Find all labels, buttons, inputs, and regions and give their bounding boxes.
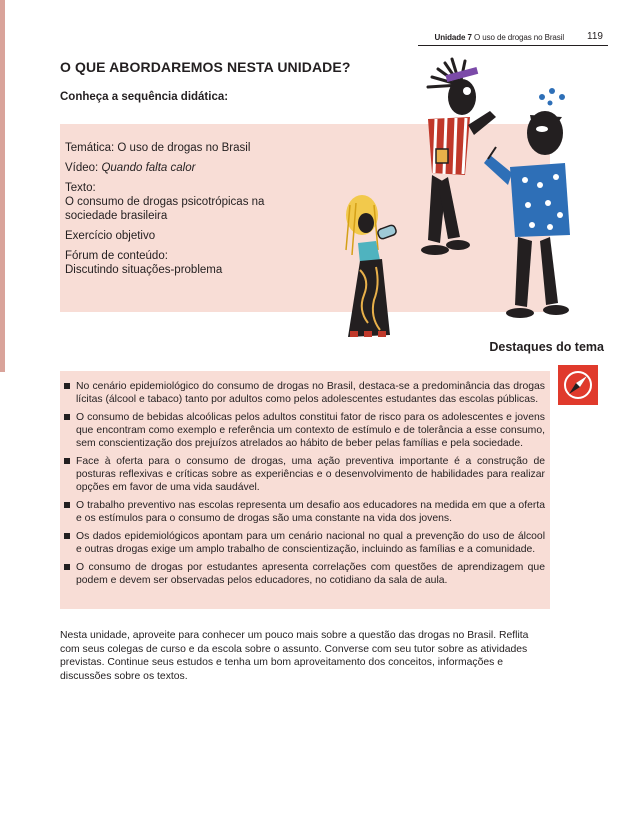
header-rule [418, 45, 608, 46]
sequence-texto [65, 181, 315, 223]
figure-woman [346, 195, 397, 337]
list-item: Face à oferta para o consumo de drogas, uma ação preventiva importante é a construção de posturas reflexivas e críticas sobre as experiências e o desenvolvimento de habilidades para realizar opções em favor de uma vida saudável. [64, 455, 545, 494]
page-edge-bar [0, 0, 5, 372]
texto-value: O consumo de drogas psicotrópicas na sociedade brasileira [65, 196, 265, 222]
bullet-square-icon [64, 383, 70, 389]
list-item: O trabalho preventivo nas escolas representa um desafio aos educadores na medida em que a oferta e os estímulos para o consumo de drogas são uma constante na vida dos jovens. [64, 499, 545, 525]
closing-paragraph: Nesta unidade, aproveite para conhecer um pouco mais sobre a questão das drogas no Brasil. Reflita com seus colegas de curso e da escola sobre o assunto. Converse com seu tutor sobre as atividades previstas. Continue seus estudos e tenha um bom aproveitamento dos conceitos, informações e discussões sobre os textos. [60, 630, 529, 682]
unit-title: O uso de drogas no Brasil [474, 33, 564, 42]
video-title: Quando falta calor [101, 162, 196, 174]
list-item: O consumo de drogas por estudantes apresenta correlações com questões de aprendizagem que podem e devem ser observadas pelos educadores, no cotidiano da sala de aula. [64, 561, 545, 587]
sequence-forum [65, 249, 315, 277]
sequence-exercicio: Exercício objetivo [65, 230, 156, 242]
forum-value: Discutindo situações-problema [65, 264, 223, 276]
bullet-square-icon [64, 502, 70, 508]
unit-label: Unidade 7 [434, 33, 472, 42]
bullet-square-icon [64, 564, 70, 570]
list-item: O consumo de bebidas alcoólicas pelos adultos constitui fator de risco para os adolescentes e jovens que encontram como exemplo e referência um contexto de estímulo e de tolerância a esse consumo, sem conscientização dos prejuízos atrelados ao hábito de beber pelas famílias e pela sociedade. [64, 411, 545, 450]
bullet-square-icon [64, 533, 70, 539]
bullet-square-icon [64, 458, 70, 464]
page-title: O QUE ABORDAREMOS NESTA UNIDADE? [60, 59, 351, 75]
highlights-heading: Destaques do tema [489, 340, 604, 354]
highlights-list [64, 380, 545, 592]
section-subtitle: Conheça a sequência didática: [60, 91, 229, 103]
list-item: No cenário epidemiológico do consumo de drogas no Brasil, destaca-se a predominância das drogas lícitas (álcool e tabaco) tanto por adultos como pelos adolescentes estudantes das escolas públicas. [64, 380, 545, 406]
sequence-list [65, 141, 315, 283]
video-label: Vídeo: [65, 162, 99, 174]
list-item: Os dados epidemiológicos apontam para um cenário nacional no qual a prevenção do uso de álcool e outras drogas exige um amplo trabalho de conscientização, incluindo as famílias e a comunidade. [64, 530, 545, 556]
figure-blue-shirt-man [484, 88, 570, 318]
sequence-tematica: Temática: O uso de drogas no Brasil [65, 142, 251, 154]
party-illustration [320, 55, 580, 355]
texto-label: Texto: [65, 182, 96, 194]
compass-icon [558, 365, 598, 405]
forum-label: Fórum de conteúdo: [65, 250, 168, 262]
page-number: 119 [587, 31, 603, 42]
figure-dreadlocks-man [421, 59, 496, 255]
bullet-square-icon [64, 414, 70, 420]
sequence-video [65, 161, 315, 175]
running-head [435, 33, 564, 42]
